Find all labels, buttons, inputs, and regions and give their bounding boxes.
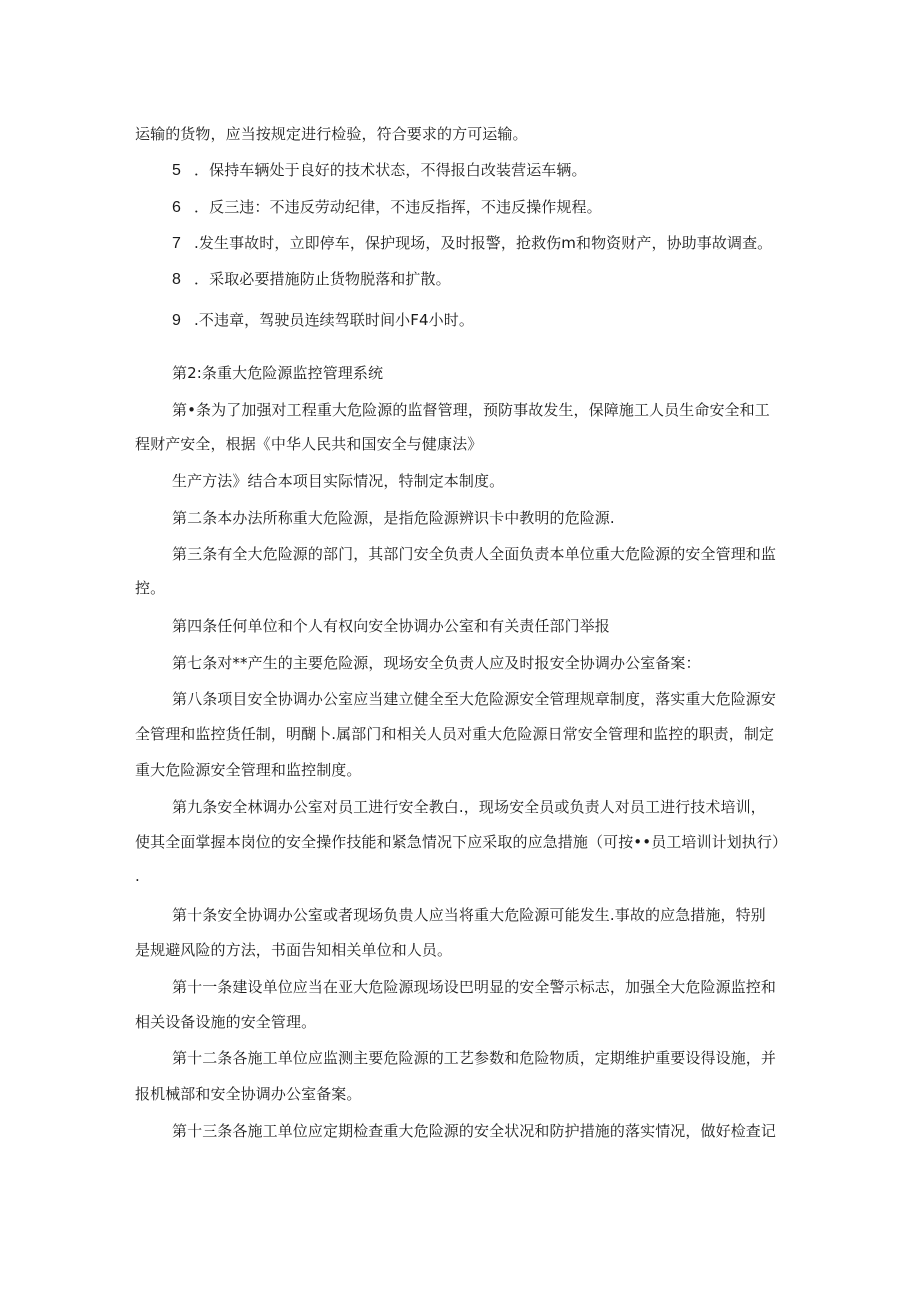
section-heading: 第2:条重大危险源监控管理系统 (172, 364, 384, 382)
paragraph-line: 程财产安全，根据《中华人民共和国安全与健康法》 (135, 435, 483, 453)
paragraph-line: 生产方法》结合本项目实际情况，特制定本制度。 (172, 472, 505, 490)
list-text: .不违章，驾驶员连续驾联时间小F4小时。 (194, 311, 474, 329)
paragraph-line: 第七条对**产生的主要危险源，现场安全负责人应及时报安全协调办公室备案： (172, 654, 701, 672)
paragraph-line: 第四条任何单位和个人有权向安全协调办公室和有关责任部门举报 (172, 617, 610, 635)
list-item-7 (172, 233, 772, 254)
list-item-6 (172, 197, 602, 218)
paragraph-line: 第•条为了加强对工程重大危险源的监督管理，预防事故发生，保障施工人员生命安全和工 (172, 401, 770, 419)
list-text: ．保持车辆处于良好的技术状态，不得报白改装营运车辆。 (194, 161, 587, 179)
paragraph-line: 第九条安全林调办公室对员工进行安全教白.，现场安全员或负责人对员工进行技术培训， (172, 798, 766, 816)
list-number: 6 (172, 199, 181, 216)
list-item-5 (172, 160, 587, 181)
paragraph-line: 第三条有全大危险源的部门，其部门安全负责人全面负责本单位重大危险源的安全管理和监 (172, 545, 777, 563)
paragraph-line: 第十一条建设单位应当在亚大危险源现场设巴明显的安全警示标志，加强全大危险源监控和 (172, 978, 777, 996)
list-text: ．反三违：不违反劳动纪律，不违反指挥，不违反操作规程。 (194, 198, 602, 216)
list-number: 5 (172, 162, 181, 179)
paragraph-line: 是规避风险的方法，书面告知相关单位和人员。 (135, 941, 453, 959)
paragraph-line: 控。 (135, 579, 166, 597)
list-number: 9 (172, 312, 181, 329)
list-text: ．采取必要措施防止货物脱落和扩散。 (194, 270, 451, 288)
paragraph-line: 运输的货物，应当按规定进行检验，符合要求的方可运输。 (135, 125, 528, 143)
paragraph-line: 报机械部和安全协调办公室备案。 (135, 1085, 362, 1103)
paragraph-line: 第十三条各施工单位应定期检查重大危险源的安全状况和防护措施的落实情况，做好检查记 (172, 1122, 777, 1140)
paragraph-line: 重大危险源安全管理和监控制度。 (135, 761, 362, 779)
paragraph-line: . (135, 867, 140, 885)
paragraph-line: 第十条安全协调办公室或者现场负贵人应当将重大危险源可能发生.事故的应急措施，特别 (172, 906, 766, 924)
list-item-9 (172, 310, 474, 331)
list-text: .发生事故时，立即停车，保护现场，及时报警，抢救伤m和物资财产，协助事故调查。 (194, 234, 773, 252)
paragraph-line: 第八条项目安全协调办公室应当建立健全至大危险源安全管理规章制度，落实重大危险源安 (172, 690, 777, 708)
paragraph-line: 相关设备设施的安全管理。 (135, 1013, 317, 1031)
paragraph-line: 全管理和监控货任制，明醐卜.属部门和相关人员对重大危险源日常安全管理和监控的职责，制定 (135, 725, 775, 743)
paragraph-line: 第十二条各施工单位应监测主要危险源的工艺参数和危险物质，定期维护重要设得设施，并 (172, 1049, 777, 1067)
list-item-8 (172, 269, 451, 290)
list-number: 7 (172, 235, 181, 252)
list-number: 8 (172, 271, 181, 288)
paragraph-line: 第二条本办法所称重大危险源，是指危险源辨识卡中教明的危险源. (172, 509, 615, 527)
paragraph-line: 使其全面掌握本岗位的安全操作技能和紧急情况下应采取的应急措施（可按••员工培训计划执行） (135, 833, 788, 851)
